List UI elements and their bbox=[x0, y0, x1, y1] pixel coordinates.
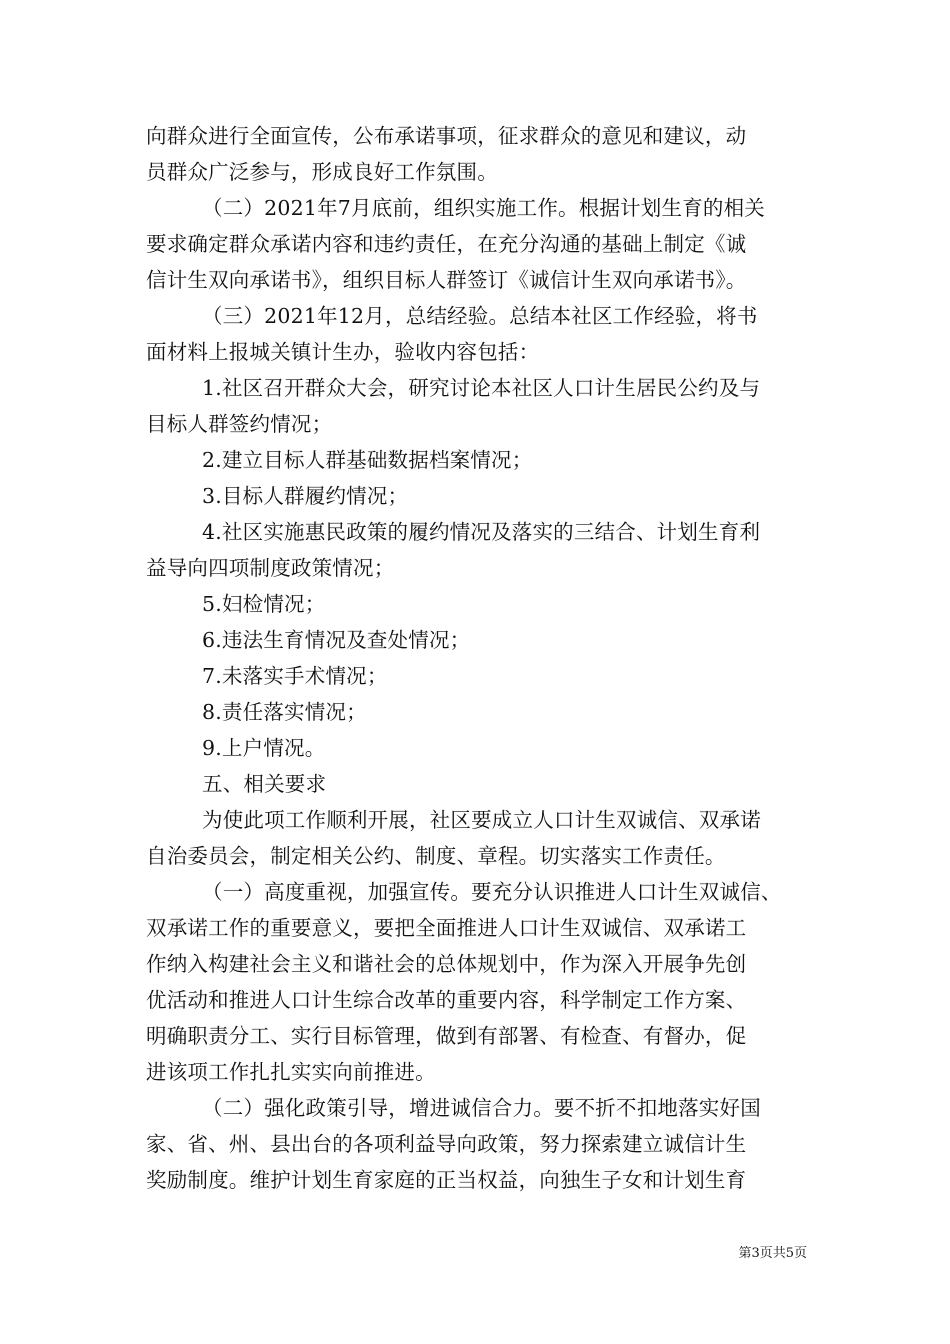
text-line: 信计生双向承诺书》，组织目标人群签订《诚信计生双向承诺书》。 bbox=[146, 268, 747, 292]
text-line: 1.社区召开群众大会，研究讨论本社区人口计生居民公约及与 bbox=[202, 376, 761, 400]
text-line: 8.责任落实情况； bbox=[202, 700, 367, 724]
text-line: （二）2021年7月底前，组织实施工作。根据计划生育的相关 bbox=[202, 196, 766, 220]
text-line: 自治委员会，制定相关公约、制度、章程。切实落实工作责任。 bbox=[146, 844, 726, 868]
text-line: 3.目标人群履约情况； bbox=[202, 484, 409, 508]
text-line: 要求确定群众承诺内容和违约责任，在充分沟通的基础上制定《诚 bbox=[146, 232, 747, 256]
text-line: 奖励制度。维护计划生育家庭的正当权益，向独生子女和计划生育 bbox=[146, 1168, 747, 1192]
text-line: 目标人群签约情况； bbox=[146, 412, 333, 436]
text-line: 7.未落实手术情况； bbox=[202, 664, 388, 688]
text-line: 6.违法生育情况及查处情况； bbox=[202, 628, 471, 652]
text-line: （一）高度重视，加强宣传。要充分认识推进人口计生双诚信、 bbox=[202, 880, 782, 904]
text-line: 2.建立目标人群基础数据档案情况； bbox=[202, 448, 533, 472]
document-body bbox=[146, 118, 808, 1198]
text-line: （二）强化政策引导，增进诚信合力。要不折不扣地落实好国 bbox=[202, 1096, 761, 1120]
text-line: 进该项工作扎扎实实向前推进。 bbox=[146, 1060, 436, 1084]
text-line: 5.妇检情况； bbox=[202, 592, 326, 616]
text-line: 9.上户情况。 bbox=[202, 736, 326, 760]
text-line: 为使此项工作顺利开展，社区要成立人口计生双诚信、双承诺 bbox=[202, 808, 761, 832]
text-line: 明确职责分工、实行目标管理，做到有部署、有检查、有督办，促 bbox=[146, 1024, 747, 1048]
text-line: 面材料上报城关镇计生办，验收内容包括： bbox=[146, 340, 540, 364]
text-line: 优活动和推进人口计生综合改革的重要内容，科学制定工作方案、 bbox=[146, 988, 747, 1012]
page-number: 第3页共5页 bbox=[738, 1246, 807, 1261]
text-line: 向群众进行全面宣传，公布承诺事项，征求群众的意见和建议，动 bbox=[146, 124, 747, 148]
text-line: （三）2021年12月，总结经验。总结本社区工作经验，将书 bbox=[202, 304, 758, 328]
text-line: 4.社区实施惠民政策的履约情况及落实的三结合、计划生育利 bbox=[202, 520, 761, 544]
text-line: 家、省、州、县出台的各项利益导向政策，努力探索建立诚信计生 bbox=[146, 1132, 747, 1156]
text-line: 五、相关要求 bbox=[202, 772, 327, 796]
text-line: 双承诺工作的重要意义，要把全面推进人口计生双诚信、双承诺工 bbox=[146, 916, 747, 940]
text-line: 作纳入构建社会主义和谐社会的总体规划中，作为深入开展争先创 bbox=[146, 952, 747, 976]
text-line: 益导向四项制度政策情况； bbox=[146, 556, 395, 580]
text-line: 员群众广泛参与，形成良好工作氛围。 bbox=[146, 160, 498, 184]
